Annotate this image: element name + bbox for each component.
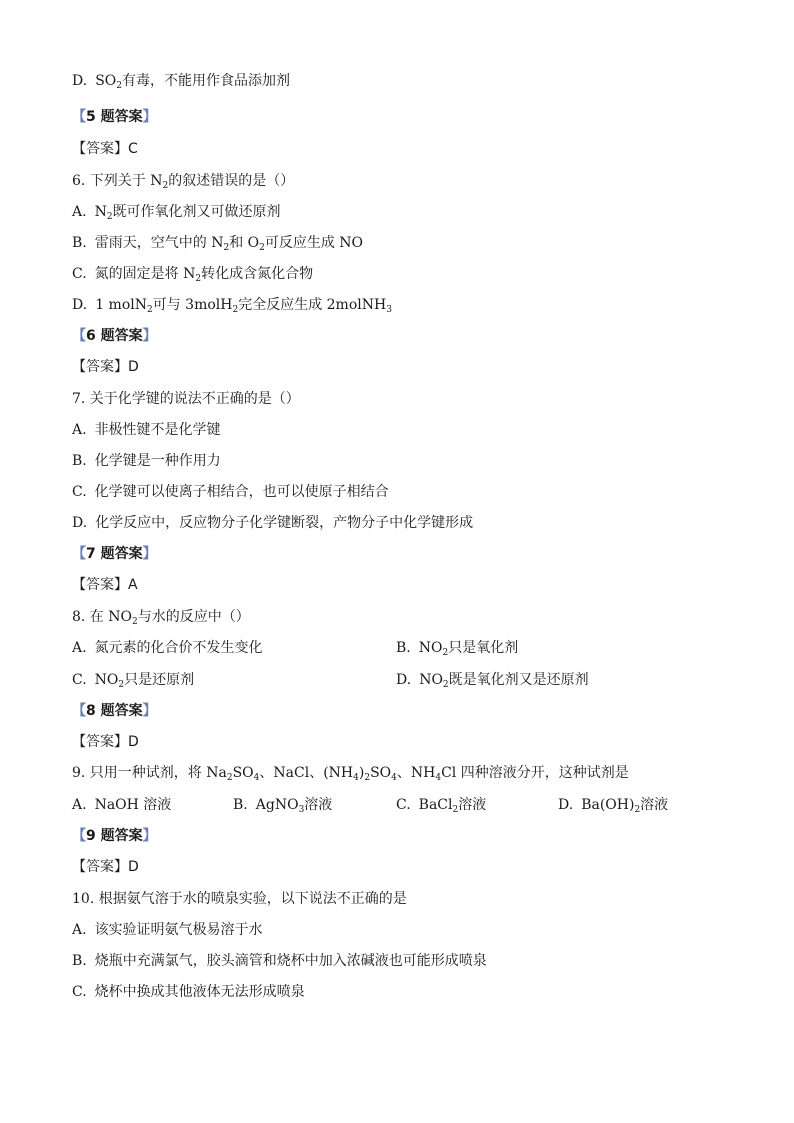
q9-option-c: C. BaCl$_2$溶液 xyxy=(396,797,487,815)
q7-option-c: C. 化学键可以使离子相结合，也可以使原子相结合 xyxy=(72,484,389,500)
q7-option-d: D. 化学反应中，反应物分子化学键断裂，产物分子中化学键形成 xyxy=(72,515,474,531)
q10-option-c: C. 烧杯中换成其他液体无法形成喷泉 xyxy=(72,984,305,1000)
q9-option-d: D. $Ba(OH)_2$溶液 xyxy=(558,797,669,815)
q10-option-b: B. 烧瓶中充满氯气，胶头滴管和烧杯中加入浓碱液也可能形成喷泉 xyxy=(72,953,487,969)
q6-option-a: A. $N_2$既可作氧化剂又可做还原剂 xyxy=(72,204,281,222)
q8-option-d: D. $NO_2$既是氧化剂又是还原剂 xyxy=(396,672,589,690)
q10-option-a: A. 该实验证明氨气极易溶于水 xyxy=(72,922,263,938)
q8-option-c: C. $NO_2$只是还原剂 xyxy=(72,672,195,690)
q9-option-b: B. AgNO$_3$溶液 xyxy=(233,797,333,815)
q6-option-c: C. 氮的固定是将 $N_2$转化成含氮化合物 xyxy=(72,266,314,284)
q7-answer-heading: 【7 题答案】 xyxy=(72,546,157,562)
q10-stem: 10. 根据氨气溶于水的喷泉实验，以下说法不正确的是 xyxy=(72,891,407,907)
q5-answer-heading: 【5 题答案】 xyxy=(72,109,157,125)
q7-option-a: A. 非极性键不是化学键 xyxy=(72,422,221,438)
q5-answer: 【答案】C xyxy=(72,141,138,157)
q9-option-a: A. NaOH 溶液 xyxy=(72,797,172,813)
q8-stem: 8. 在 $NO_2$与水的反应中（） xyxy=(72,609,250,627)
q8-option-b: B. $NO_2$只是氧化剂 xyxy=(396,640,519,658)
q7-answer: 【答案】A xyxy=(72,577,138,593)
q8-option-a: A. 氮元素的化合价不发生变化 xyxy=(72,640,263,656)
q9-answer-heading: 【9 题答案】 xyxy=(72,828,157,844)
q6-answer: 【答案】D xyxy=(72,359,139,375)
q6-answer-heading: 【6 题答案】 xyxy=(72,328,157,344)
q7-option-b: B. 化学键是一种作用力 xyxy=(72,453,221,469)
q9-answer: 【答案】D xyxy=(72,859,139,875)
q6-option-d: D. 1 molN$_2$可与 3molH$_2$完全反应生成 2molNH$_3$ xyxy=(72,297,392,315)
q9-stem: 9. 只用一种试剂，将 $Na_2SO_4$、NaCl、$(NH_4)_2SO_4$、$NH_4Cl$ 四种溶液分开，这种试剂是 xyxy=(72,765,629,783)
q4-option-d: D. $SO_2$有毒，不能用作食品添加剂 xyxy=(72,73,290,91)
q8-answer: 【答案】D xyxy=(72,734,139,750)
q8-answer-heading: 【8 题答案】 xyxy=(72,703,157,719)
q6-option-b: B. 雷雨天，空气中的 $N_2$和 $O_2$可反应生成 NO xyxy=(72,235,364,253)
q6-stem: 6. 下列关于 $N_2$的叙述错误的是（） xyxy=(72,173,295,191)
q7-stem: 7. 关于化学键的说法不正确的是（） xyxy=(72,391,300,407)
